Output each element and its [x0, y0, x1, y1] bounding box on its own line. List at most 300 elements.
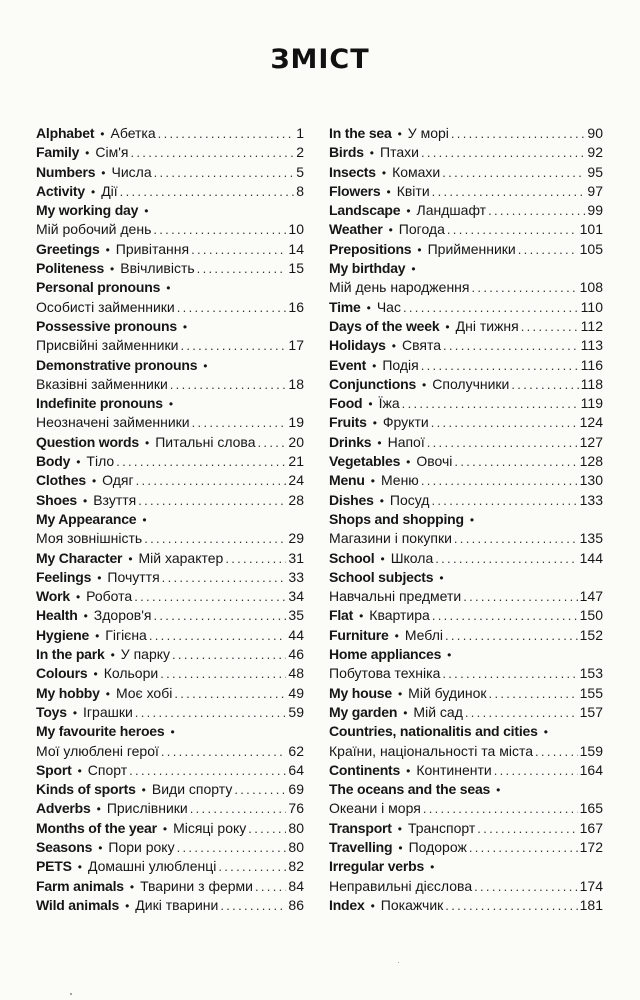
toc-entry[interactable] [36, 645, 304, 664]
bullet-separator: • [129, 879, 135, 894]
toc-entry[interactable] [329, 761, 603, 780]
page-number: 59 [288, 703, 304, 720]
page-number: 112 [580, 317, 603, 334]
entry-english-title: Flat [329, 607, 354, 624]
entry-english-title: Food [329, 395, 363, 412]
entry-ukrainian-title: Пори року [108, 838, 175, 855]
toc-entry[interactable] [329, 626, 603, 645]
toc-entry[interactable] [36, 394, 304, 413]
bullet-separator: • [372, 416, 377, 431]
bullet-separator: • [366, 300, 371, 315]
toc-entry[interactable] [36, 819, 304, 838]
entry-english-title: My Character [36, 549, 123, 566]
dot-leader [403, 298, 579, 317]
page-number: 116 [580, 356, 603, 373]
bullet-separator: • [397, 821, 402, 836]
bullet-separator: • [182, 319, 188, 334]
entry-english-title: Transport [329, 819, 392, 836]
dot-leader [153, 606, 286, 625]
page-number: 124 [579, 414, 603, 431]
toc-entry[interactable] [36, 143, 304, 162]
toc-entry[interactable] [36, 259, 304, 278]
toc-entry[interactable] [36, 877, 304, 896]
entry-ukrainian-title: Числа [111, 163, 152, 180]
toc-entry[interactable] [329, 298, 603, 317]
toc-entry[interactable] [36, 838, 304, 857]
bullet-separator: • [170, 725, 175, 740]
entry-ukrainian-title: Покажчик [380, 896, 444, 913]
toc-entry[interactable] [36, 529, 304, 548]
page-number: 108 [579, 279, 603, 296]
page-number: 31 [288, 549, 304, 566]
entry-ukrainian-title: Гігієна [105, 626, 147, 643]
toc-entry[interactable] [36, 799, 304, 818]
dot-leader [190, 799, 287, 818]
toc-entry[interactable] [329, 877, 603, 896]
toc-entry[interactable] [329, 124, 603, 143]
bullet-separator: • [496, 783, 501, 798]
entry-ukrainian-title: Іграшки [83, 703, 133, 720]
dot-leader [518, 240, 578, 259]
toc-entry[interactable] [36, 684, 304, 703]
toc-entry[interactable] [329, 433, 603, 452]
toc-entry[interactable] [329, 452, 603, 471]
toc-entry[interactable] [36, 568, 304, 587]
bullet-separator: • [97, 570, 102, 585]
entry-english-title: Indefinite pronouns [36, 395, 163, 412]
page-number: 118 [580, 375, 603, 392]
toc-entry[interactable] [329, 143, 603, 162]
entry-ukrainian-title: Мої улюблені герої [36, 742, 159, 759]
toc-entry[interactable] [36, 471, 304, 490]
entry-ukrainian-title: Кольори [103, 665, 159, 682]
entry-ukrainian-title: Неправильні дієслова [329, 877, 473, 894]
page-number: 113 [580, 337, 603, 354]
dot-leader [511, 375, 578, 394]
dot-leader [431, 491, 577, 510]
page-number: 64 [288, 761, 304, 778]
page-number: 1 [296, 125, 304, 141]
entry-ukrainian-title: Овочі [416, 453, 453, 470]
entry-english-title: In the sea [329, 125, 392, 141]
page-number: 15 [288, 260, 304, 277]
toc-entry[interactable] [36, 413, 304, 432]
bullet-separator: • [430, 860, 435, 875]
dot-leader [465, 703, 578, 722]
toc-entry[interactable] [36, 124, 304, 143]
entry-english-title: Conjunctions [329, 375, 417, 392]
entry-english-title: PETS [36, 858, 72, 875]
page-number: 181 [579, 896, 603, 913]
dot-leader [174, 684, 286, 703]
entry-english-title: My Appearance [36, 510, 137, 527]
entry-ukrainian-title: Домашні улюбленці [87, 858, 217, 875]
toc-entry[interactable] [36, 722, 304, 741]
toc-entry[interactable] [329, 529, 603, 548]
entry-english-title: Dishes [329, 491, 374, 508]
toc-entry[interactable] [36, 452, 304, 471]
entry-ukrainian-title: Тіло [86, 453, 115, 470]
toc-entry[interactable] [36, 317, 304, 336]
toc-entry[interactable] [329, 471, 603, 490]
entry-english-title: School subjects [329, 568, 434, 585]
entry-ukrainian-title: Прислівники [106, 800, 188, 817]
entry-english-title: Demonstrative pronouns [36, 356, 198, 373]
page-number: 86 [288, 896, 304, 913]
toc-right-column [329, 124, 603, 915]
entry-ukrainian-title: Здоров'я [93, 607, 152, 624]
page-number: 92 [587, 144, 603, 161]
toc-entry[interactable] [329, 163, 603, 182]
entry-ukrainian-title: Робота [86, 588, 133, 605]
dot-leader [421, 356, 579, 375]
toc-entry[interactable] [36, 336, 304, 355]
entry-ukrainian-title: Спорт [87, 761, 128, 778]
page-number: 150 [579, 607, 603, 624]
toc-entry[interactable] [36, 298, 304, 317]
bullet-separator: • [381, 165, 387, 180]
entry-english-title: Toys [36, 703, 67, 720]
dot-leader [442, 664, 577, 683]
bullet-separator: • [403, 705, 408, 720]
scan-speck [70, 993, 72, 995]
bullet-separator: • [76, 455, 81, 470]
toc-entry[interactable] [329, 664, 603, 683]
toc-entry[interactable] [329, 510, 603, 529]
toc-entry[interactable] [329, 220, 603, 239]
page-number: 172 [579, 838, 603, 855]
entry-ukrainian-title: Одяг [102, 472, 134, 489]
toc-entry[interactable] [329, 684, 603, 703]
entry-english-title: Question words [36, 433, 139, 450]
entry-ukrainian-title: Привітання [115, 240, 190, 257]
toc-entry[interactable] [329, 568, 603, 587]
bullet-separator: • [166, 281, 171, 296]
dot-leader [431, 413, 578, 432]
toc-entry[interactable] [329, 259, 603, 278]
entry-ukrainian-title: Магазини і покупки [329, 530, 452, 547]
toc-entry[interactable] [36, 240, 304, 259]
entry-english-title: Furniture [329, 626, 389, 643]
toc-entry[interactable] [36, 278, 304, 297]
entry-english-title: Seasons [36, 838, 93, 855]
toc-entry[interactable] [329, 278, 603, 297]
dot-leader [451, 124, 586, 143]
dot-leader [454, 529, 578, 548]
dot-leader [172, 645, 286, 664]
bullet-separator: • [100, 127, 105, 141]
entry-english-title: Index [329, 896, 365, 913]
entry-english-title: Alphabet [36, 125, 95, 141]
bullet-separator: • [445, 319, 450, 334]
entry-ukrainian-title: Мій сад [413, 703, 463, 720]
entry-ukrainian-title: Ландшафт [416, 202, 487, 219]
dot-leader [177, 298, 287, 317]
entry-english-title: Travelling [329, 838, 393, 855]
toc-entry[interactable] [36, 606, 304, 625]
entry-english-title: Drinks [329, 433, 372, 450]
dot-leader [129, 761, 286, 780]
page-number: 135 [579, 530, 603, 547]
entry-ukrainian-title: Сім'я [95, 144, 129, 161]
entry-ukrainian-title: Абетка [110, 125, 156, 141]
bullet-separator: • [142, 512, 147, 527]
page-number: 174 [579, 877, 603, 894]
toc-entry[interactable] [36, 220, 304, 239]
bullet-separator: • [380, 551, 385, 566]
entry-ukrainian-title: Подорож [408, 838, 467, 855]
toc-entry[interactable] [329, 356, 603, 375]
toc-entry[interactable] [329, 394, 603, 413]
entry-english-title: Home appliances [329, 646, 442, 663]
entry-english-title: Farm animals [36, 877, 124, 894]
toc-entry[interactable] [329, 645, 603, 664]
dot-leader [445, 896, 577, 915]
entry-ukrainian-title: Моє хобі [115, 684, 173, 701]
toc-entry[interactable] [329, 336, 603, 355]
page-number: 2 [296, 144, 304, 161]
dot-leader [435, 549, 577, 568]
entry-ukrainian-title: Сполучники [432, 375, 510, 392]
entry-english-title: Months of the year [36, 819, 157, 836]
dot-leader [170, 375, 287, 394]
bullet-separator: • [144, 204, 149, 219]
dot-leader [177, 838, 287, 857]
toc-entry[interactable] [36, 780, 304, 799]
entry-ukrainian-title: Моя зовнішність [36, 530, 143, 547]
page-number: 133 [579, 491, 603, 508]
page-number: 127 [579, 433, 603, 450]
entry-ukrainian-title: Квартира [369, 607, 430, 624]
bullet-separator: • [359, 609, 364, 624]
entry-english-title: Irregular verbs [329, 858, 425, 875]
entry-english-title: Weather [329, 221, 383, 238]
toc-entry[interactable] [36, 356, 304, 375]
dot-leader [255, 877, 286, 896]
entry-english-title: Kinds of sports [36, 781, 136, 798]
dot-leader [447, 220, 578, 239]
toc-entry[interactable] [36, 896, 304, 915]
toc-entry[interactable] [329, 819, 603, 838]
toc-entry[interactable] [329, 201, 603, 220]
page-number: 80 [288, 819, 304, 836]
toc-entry[interactable] [36, 587, 304, 606]
entry-english-title: My birthday [329, 260, 406, 277]
dot-leader [463, 587, 577, 606]
bullet-separator: • [83, 493, 88, 508]
bullet-separator: • [77, 763, 82, 778]
toc-entry[interactable] [36, 433, 304, 452]
dot-leader [120, 182, 295, 201]
toc-entry[interactable] [329, 896, 603, 915]
dot-leader [258, 433, 287, 452]
bullet-separator: • [93, 667, 98, 682]
bullet-separator: • [370, 474, 375, 489]
dot-leader [474, 877, 578, 896]
toc-entry[interactable] [329, 722, 603, 741]
toc-entry[interactable] [329, 375, 603, 394]
entry-english-title: Vegetables [329, 453, 401, 470]
toc-entry[interactable] [329, 606, 603, 625]
toc-entry[interactable] [36, 703, 304, 722]
page-number: 105 [579, 240, 603, 257]
entry-english-title: Fruits [329, 414, 367, 431]
page-number: 44 [288, 626, 304, 643]
dot-leader [136, 471, 287, 490]
bullet-separator: • [203, 358, 208, 373]
entry-ukrainian-title: Види спорту [151, 781, 233, 798]
bullet-separator: • [110, 648, 115, 663]
dot-leader [218, 857, 286, 876]
dot-leader [154, 163, 295, 182]
entry-english-title: Wild animals [36, 896, 120, 913]
bullet-separator: • [379, 493, 384, 508]
entry-english-title: Numbers [36, 163, 96, 180]
page-number: 17 [288, 337, 304, 354]
entry-ukrainian-title: Почуття [107, 568, 160, 585]
bullet-separator: • [95, 628, 100, 643]
bullet-separator: • [543, 725, 548, 740]
toc-entry[interactable] [329, 413, 603, 432]
toc-entry[interactable] [36, 664, 304, 683]
entry-ukrainian-title: Дні тижня [455, 317, 519, 334]
entry-english-title: Shoes [36, 491, 78, 508]
entry-ukrainian-title: Подія [382, 356, 419, 373]
toc-entry[interactable] [329, 491, 603, 510]
entry-english-title: My house [329, 684, 392, 701]
entry-ukrainian-title: Меблі [404, 626, 443, 643]
toc-entry[interactable] [36, 182, 304, 201]
bullet-separator: • [83, 609, 88, 624]
entry-ukrainian-title: Місяці року [173, 819, 247, 836]
page-number: 34 [288, 588, 304, 605]
entry-ukrainian-title: Прийменники [427, 240, 516, 257]
dot-leader [192, 413, 287, 432]
toc-entry[interactable] [36, 201, 304, 220]
dot-leader [191, 240, 286, 259]
page-number: 46 [288, 646, 304, 663]
page-number: 80 [288, 838, 304, 855]
entry-english-title: Insects [329, 163, 376, 180]
toc-entry[interactable] [329, 703, 603, 722]
page-number: 119 [580, 395, 603, 412]
entry-ukrainian-title: Школа [390, 549, 434, 566]
dot-leader [421, 471, 578, 490]
entry-english-title: My garden [329, 703, 398, 720]
dot-leader [248, 819, 286, 838]
page-number: 167 [579, 819, 603, 836]
toc-entry[interactable] [36, 761, 304, 780]
page-number: 10 [288, 221, 304, 238]
dot-leader [116, 452, 286, 471]
entry-english-title: In the park [36, 646, 105, 663]
dot-leader [160, 664, 286, 683]
bullet-separator: • [105, 686, 110, 701]
toc-entry[interactable] [329, 549, 603, 568]
bullet-separator: • [125, 898, 130, 913]
entry-english-title: Continents [329, 761, 401, 778]
toc-entry[interactable] [36, 857, 304, 876]
toc-entry[interactable] [329, 742, 603, 761]
scan-speck [398, 962, 399, 963]
page-number: 144 [579, 549, 603, 566]
page-number: 110 [580, 298, 603, 315]
bullet-separator: • [90, 184, 96, 199]
entry-ukrainian-title: У морі [407, 125, 449, 141]
toc-entry[interactable] [36, 742, 304, 761]
dot-leader [138, 491, 286, 510]
entry-ukrainian-title: Квіти [396, 182, 430, 199]
bullet-separator: • [145, 435, 150, 450]
page-number: 90 [587, 125, 603, 141]
toc-entry[interactable] [329, 240, 603, 259]
page-title: ЗМІСТ [270, 44, 370, 75]
dot-leader [469, 838, 578, 857]
toc-entry[interactable] [36, 626, 304, 645]
entry-english-title: Sport [36, 761, 72, 778]
dot-leader [180, 336, 286, 355]
page-number: 82 [288, 858, 304, 875]
entry-english-title: Family [36, 144, 80, 161]
bullet-separator: • [96, 802, 101, 817]
page-number: 21 [288, 453, 304, 470]
toc-entry[interactable] [36, 510, 304, 529]
entry-ukrainian-title: Мій день народження [329, 279, 470, 296]
entry-ukrainian-title: Свята [401, 337, 441, 354]
toc-entry[interactable] [36, 375, 304, 394]
entry-ukrainian-title: Навчальні предмети [329, 588, 462, 605]
bullet-separator: • [372, 358, 377, 373]
entry-english-title: School [329, 549, 375, 566]
toc-entry[interactable] [329, 857, 603, 876]
toc-entry[interactable] [329, 182, 603, 201]
dot-leader [162, 568, 287, 587]
entry-ukrainian-title: Меню [380, 472, 419, 489]
entry-english-title: Colours [36, 665, 88, 682]
dot-leader [432, 182, 586, 201]
entry-ukrainian-title: Особисті займенники [36, 298, 175, 315]
entry-english-title: My working day [36, 202, 139, 219]
entry-english-title: Menu [329, 472, 365, 489]
page-number: 157 [579, 703, 603, 720]
toc-entry[interactable] [36, 491, 304, 510]
entry-ukrainian-title: Питальні слова [155, 433, 256, 450]
bullet-separator: • [98, 840, 103, 855]
bullet-separator: • [377, 435, 382, 450]
page-number: 152 [579, 626, 603, 643]
dot-leader [197, 259, 287, 278]
bullet-separator: • [411, 262, 416, 277]
dot-leader [489, 684, 578, 703]
toc-entry[interactable] [36, 163, 304, 182]
bullet-separator: • [128, 551, 133, 566]
toc-entry[interactable] [329, 317, 603, 336]
page-number: 5 [296, 163, 304, 180]
toc-entry[interactable] [329, 780, 603, 799]
entry-ukrainian-title: Океани і моря [329, 800, 421, 817]
dot-leader [158, 124, 295, 143]
page-number: 159 [579, 742, 603, 759]
toc-entry[interactable] [329, 799, 603, 818]
toc-entry[interactable] [329, 838, 603, 857]
toc-entry[interactable] [36, 549, 304, 568]
toc-entry[interactable] [329, 587, 603, 606]
entry-ukrainian-title: Мій характер [138, 549, 224, 566]
dot-leader [472, 278, 578, 297]
dot-leader [535, 742, 578, 761]
entry-english-title: My hobby [36, 684, 100, 701]
dot-leader [234, 780, 286, 799]
